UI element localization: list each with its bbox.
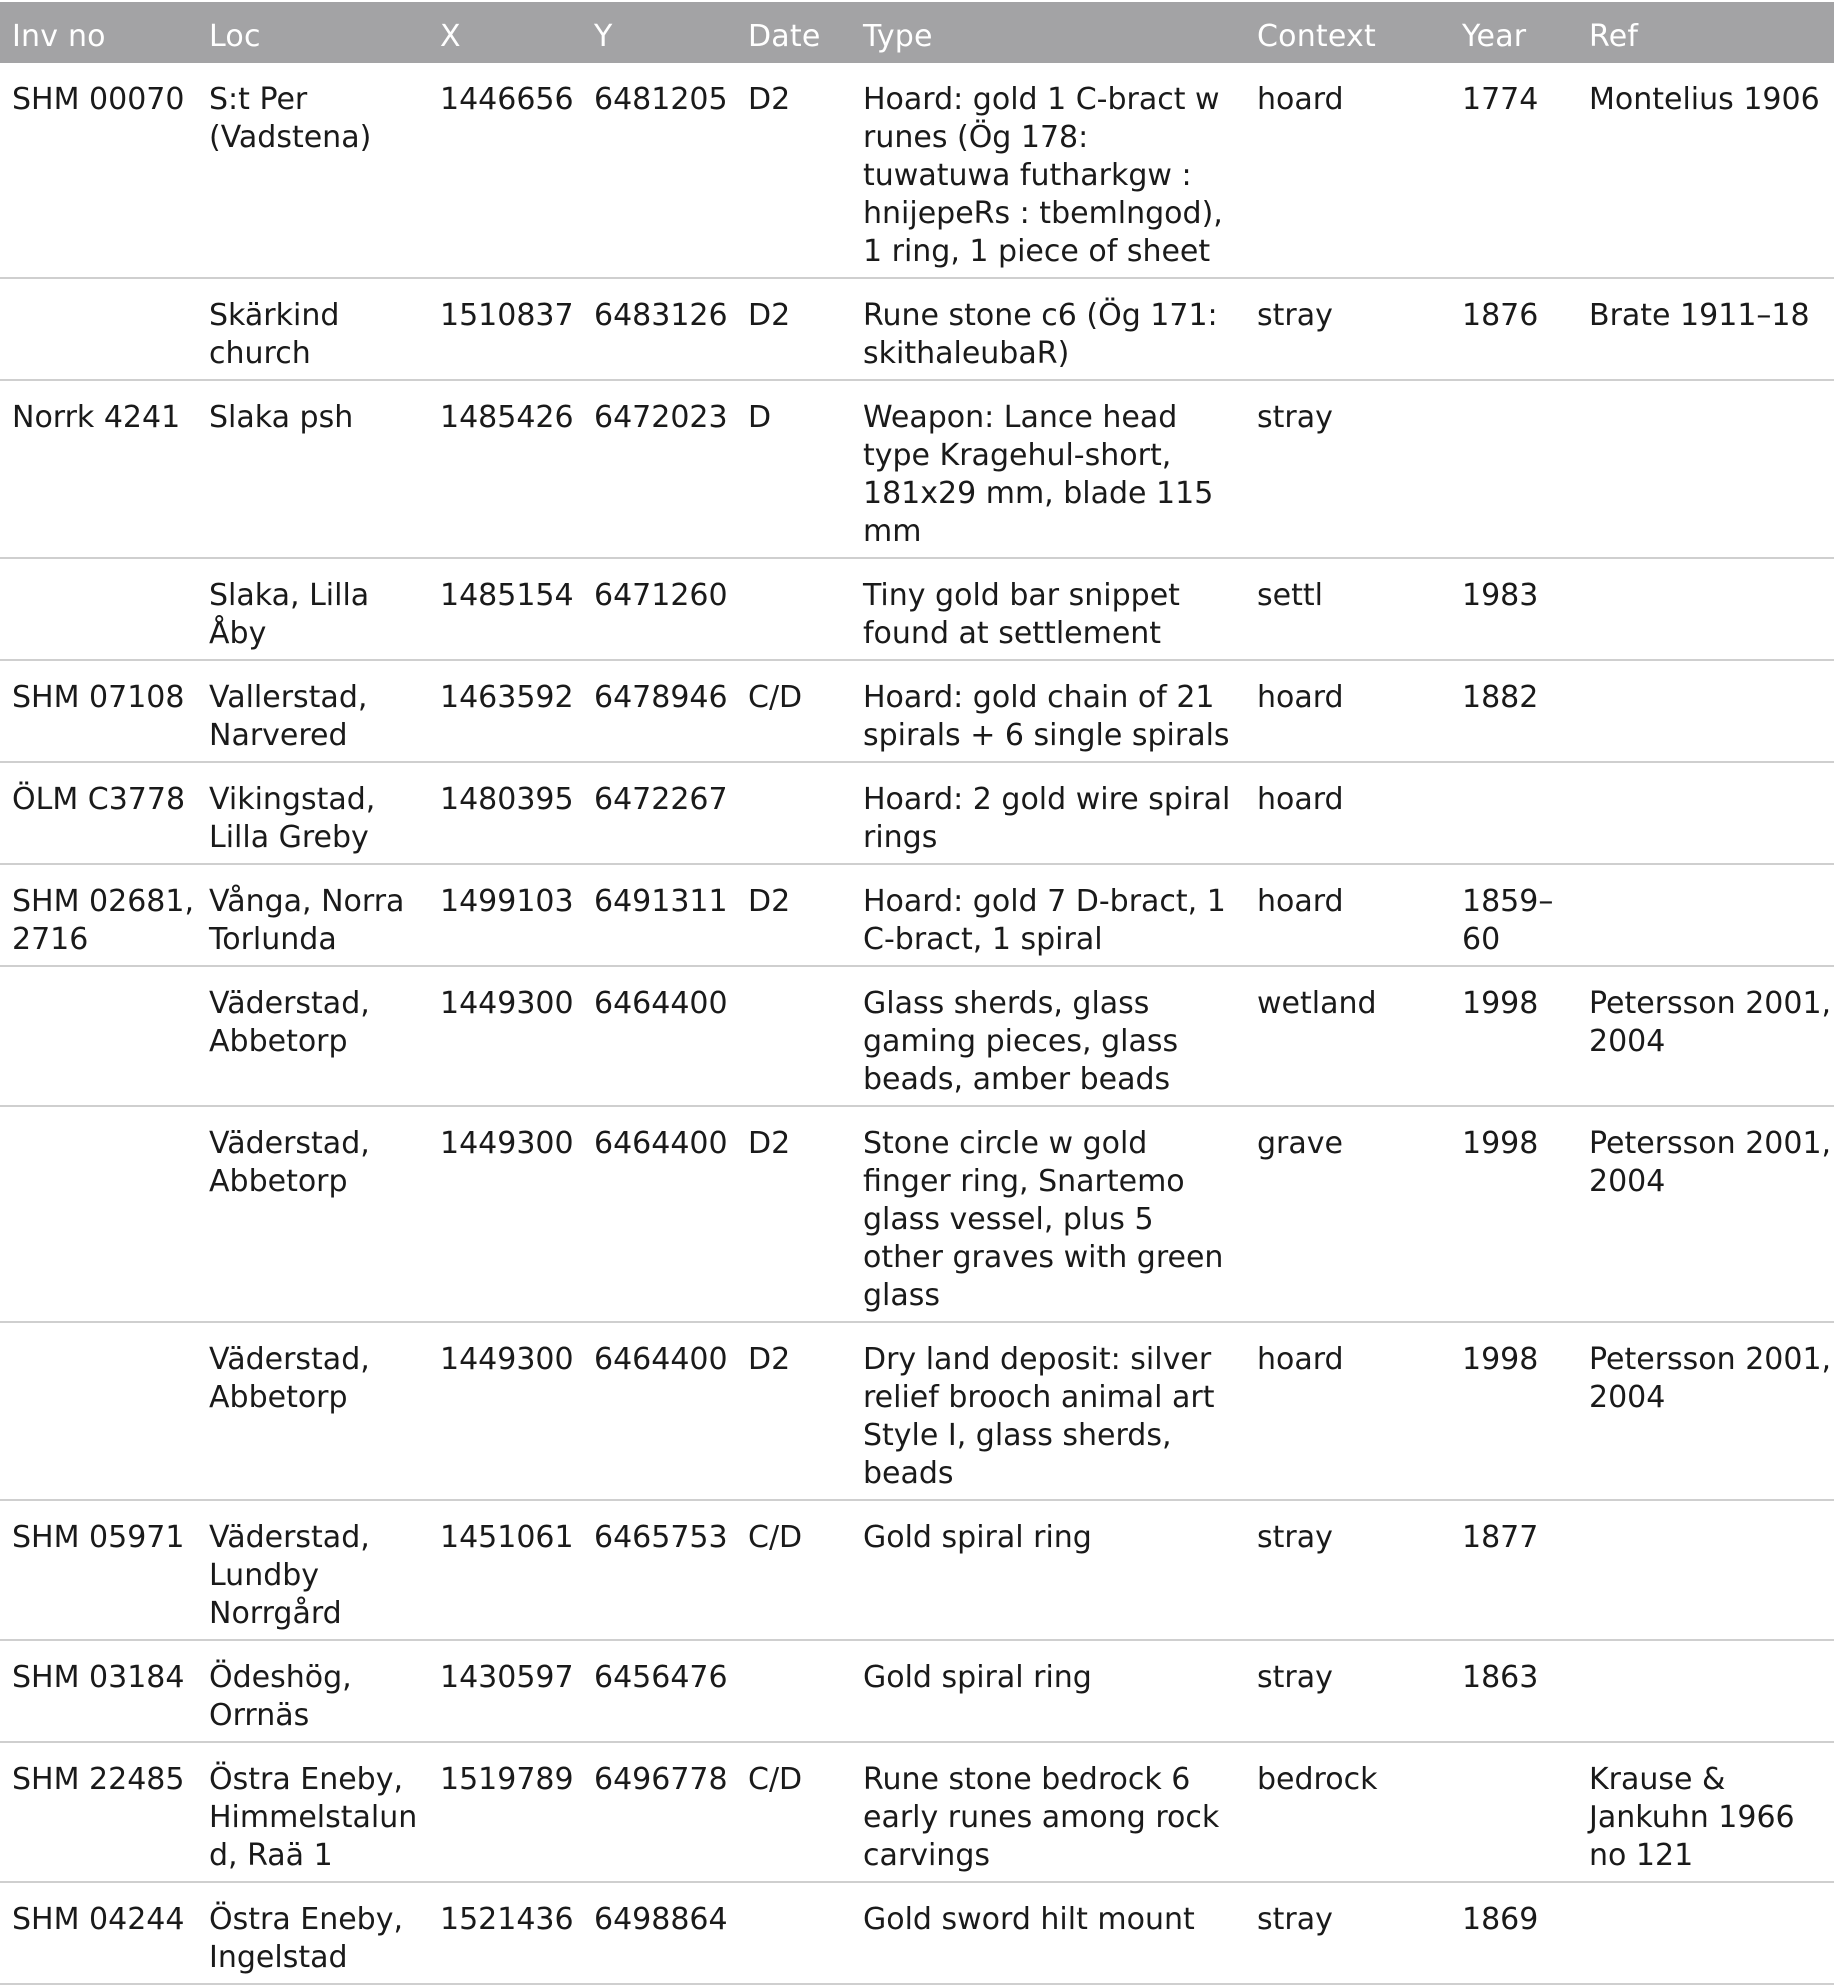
cell-date [736,558,851,660]
cell-loc: Vallerstad, Narvered [197,660,428,762]
cell-ref [1577,864,1834,966]
col-header-context: Context [1257,18,1376,54]
cell-inv-no: SHM 22485 [0,1742,197,1882]
table-row [0,1742,1834,1882]
cell-x: 1449300 [428,1106,582,1322]
cell-date: D [736,380,851,558]
cell-context: grave [1245,1106,1450,1322]
cell-x: 1510837 [428,278,582,380]
cell-type: Dry land deposit: silver relief brooch animal art Style I, glass sherds, beads [851,1322,1245,1500]
cell-inv-no: SHM 02681, 2716 [0,864,197,966]
cell-context: hoard [1245,660,1450,762]
cell-inv-no [0,1106,197,1322]
table-row [0,864,1834,966]
cell-ref [1577,1500,1834,1640]
header-row [0,2,1834,63]
cell-date: D2 [736,1322,851,1500]
col-header-date: Date [748,18,821,54]
cell-date [736,1882,851,1984]
cell-y: 6481205 [582,63,736,278]
cell-ref: Krause & Jankuhn 1966 no 121 [1577,1742,1834,1882]
cell-type: Rune stone bedrock 6 early runes among rock carvings [851,1742,1245,1882]
cell-x: 1446656 [428,63,582,278]
cell-context: stray [1245,1500,1450,1640]
cell-y: 6471260 [582,558,736,660]
cell-inv-no: SHM 07108 [0,660,197,762]
table-header [0,2,1834,63]
cell-year: 1882 [1450,660,1577,762]
table-row [0,966,1834,1106]
col-header-inv-no: Inv no [12,18,106,54]
cell-context: hoard [1245,63,1450,278]
cell-year: 1998 [1450,1106,1577,1322]
cell-date [736,966,851,1106]
cell-x: 1480395 [428,762,582,864]
col-header-x: X [440,18,461,54]
cell-ref [1577,1640,1834,1742]
col-header-ref: Ref [1589,18,1639,54]
table-row [0,1106,1834,1322]
cell-y: 6472267 [582,762,736,864]
cell-date: D2 [736,278,851,380]
cell-type: Hoard: gold 7 D-bract, 1 C-bract, 1 spiral [851,864,1245,966]
col-header-loc: Loc [209,18,261,54]
finds-table [0,2,1834,1985]
cell-inv-no: Norrk 4241 [0,380,197,558]
cell-ref [1577,762,1834,864]
cell-date: D2 [736,864,851,966]
cell-type: Gold spiral ring [851,1640,1245,1742]
cell-type: Gold sword hilt mount [851,1882,1245,1984]
cell-context: stray [1245,278,1450,380]
cell-y: 6464400 [582,966,736,1106]
cell-y: 6464400 [582,1106,736,1322]
cell-loc: Ödeshög, Orrnäs [197,1640,428,1742]
col-header-year: Year [1462,18,1527,54]
cell-context: wetland [1245,966,1450,1106]
cell-date: C/D [736,1742,851,1882]
cell-inv-no: ÖLM C3778 [0,762,197,864]
cell-type: Hoard: gold chain of 21 spirals + 6 single spirals [851,660,1245,762]
cell-ref: Petersson 2001, 2004 [1577,966,1834,1106]
cell-type: Gold spiral ring [851,1500,1245,1640]
cell-x: 1451061 [428,1500,582,1640]
cell-ref [1577,558,1834,660]
cell-y: 6498864 [582,1882,736,1984]
cell-loc: Väderstad, Abbetorp [197,1322,428,1500]
col-header-type: Type [863,18,933,54]
col-header-y: Y [594,18,613,54]
cell-inv-no [0,558,197,660]
cell-context: stray [1245,1882,1450,1984]
cell-inv-no: SHM 00070 [0,63,197,278]
cell-inv-no: SHM 04244 [0,1882,197,1984]
table-row [0,1882,1834,1984]
cell-year: 1877 [1450,1500,1577,1640]
cell-x: 1521436 [428,1882,582,1984]
cell-context: hoard [1245,864,1450,966]
cell-ref [1577,1882,1834,1984]
cell-y: 6472023 [582,380,736,558]
cell-year [1450,380,1577,558]
cell-loc: Vikingstad, Lilla Greby [197,762,428,864]
cell-type: Tiny gold bar snippet found at settlement [851,558,1245,660]
table-row [0,1640,1834,1742]
cell-ref: Petersson 2001, 2004 [1577,1106,1834,1322]
cell-y: 6491311 [582,864,736,966]
table-row [0,380,1834,558]
cell-x: 1463592 [428,660,582,762]
table-row [0,1500,1834,1640]
cell-x: 1485426 [428,380,582,558]
cell-x: 1499103 [428,864,582,966]
cell-year: 1859–60 [1450,864,1577,966]
cell-year: 1998 [1450,966,1577,1106]
cell-loc: Skärkind church [197,278,428,380]
table-row [0,660,1834,762]
cell-loc: Väderstad, Abbetorp [197,1106,428,1322]
cell-context: stray [1245,380,1450,558]
cell-loc: Väderstad, Lundby Norrgård [197,1500,428,1640]
table-row [0,63,1834,278]
cell-inv-no [0,966,197,1106]
cell-x: 1485154 [428,558,582,660]
cell-ref [1577,380,1834,558]
cell-loc: Slaka, Lilla Åby [197,558,428,660]
table-row [0,558,1834,660]
cell-type: Hoard: 2 gold wire spiral rings [851,762,1245,864]
cell-inv-no: SHM 03184 [0,1640,197,1742]
cell-inv-no [0,1322,197,1500]
cell-context: hoard [1245,762,1450,864]
table-row [0,278,1834,380]
cell-y: 6483126 [582,278,736,380]
cell-ref [1577,660,1834,762]
cell-date [736,762,851,864]
cell-year: 1998 [1450,1322,1577,1500]
cell-year: 1869 [1450,1882,1577,1984]
cell-x: 1449300 [428,966,582,1106]
table-row [0,1322,1834,1500]
table-body [0,63,1834,1984]
cell-x: 1430597 [428,1640,582,1742]
cell-ref: Montelius 1906 [1577,63,1834,278]
cell-type: Stone circle w gold finger ring, Snartemo glass vessel, plus 5 other graves with green glass [851,1106,1245,1322]
cell-inv-no [0,278,197,380]
cell-year: 1876 [1450,278,1577,380]
cell-context: settl [1245,558,1450,660]
cell-x: 1449300 [428,1322,582,1500]
cell-loc: Slaka psh [197,380,428,558]
cell-loc: Väderstad, Abbetorp [197,966,428,1106]
cell-year: 1983 [1450,558,1577,660]
cell-year [1450,762,1577,864]
cell-loc: Östra Eneby, Ingelstad [197,1882,428,1984]
cell-y: 6496778 [582,1742,736,1882]
cell-loc: S:t Per (Vadstena) [197,63,428,278]
cell-year: 1863 [1450,1640,1577,1742]
table-row [0,762,1834,864]
cell-type: Rune stone c6 (Ög 171: skithaleubaR) [851,278,1245,380]
cell-ref: Petersson 2001, 2004 [1577,1322,1834,1500]
cell-ref: Brate 1911–18 [1577,278,1834,380]
cell-context: hoard [1245,1322,1450,1500]
cell-y: 6464400 [582,1322,736,1500]
cell-date: D2 [736,1106,851,1322]
cell-year: 1774 [1450,63,1577,278]
cell-y: 6465753 [582,1500,736,1640]
cell-y: 6456476 [582,1640,736,1742]
cell-context: bedrock [1245,1742,1450,1882]
cell-inv-no: SHM 05971 [0,1500,197,1640]
cell-date: D2 [736,63,851,278]
cell-date: C/D [736,660,851,762]
cell-year [1450,1742,1577,1882]
cell-date: C/D [736,1500,851,1640]
cell-date [736,1640,851,1742]
cell-loc: Östra Eneby, Himmelstalund, Raä 1 [197,1742,428,1882]
cell-x: 1519789 [428,1742,582,1882]
cell-type: Hoard: gold 1 C-bract w runes (Ög 178: tuwatuwa futharkgw : hnijepeRs : tbemlngod), 1 ring, 1 piece of sheet [851,63,1245,278]
cell-y: 6478946 [582,660,736,762]
cell-type: Weapon: Lance head type Kragehul-short, 181x29 mm, blade 115 mm [851,380,1245,558]
cell-type: Glass sherds, glass gaming pieces, glass beads, amber beads [851,966,1245,1106]
cell-loc: Vånga, Norra Torlunda [197,864,428,966]
cell-context: stray [1245,1640,1450,1742]
